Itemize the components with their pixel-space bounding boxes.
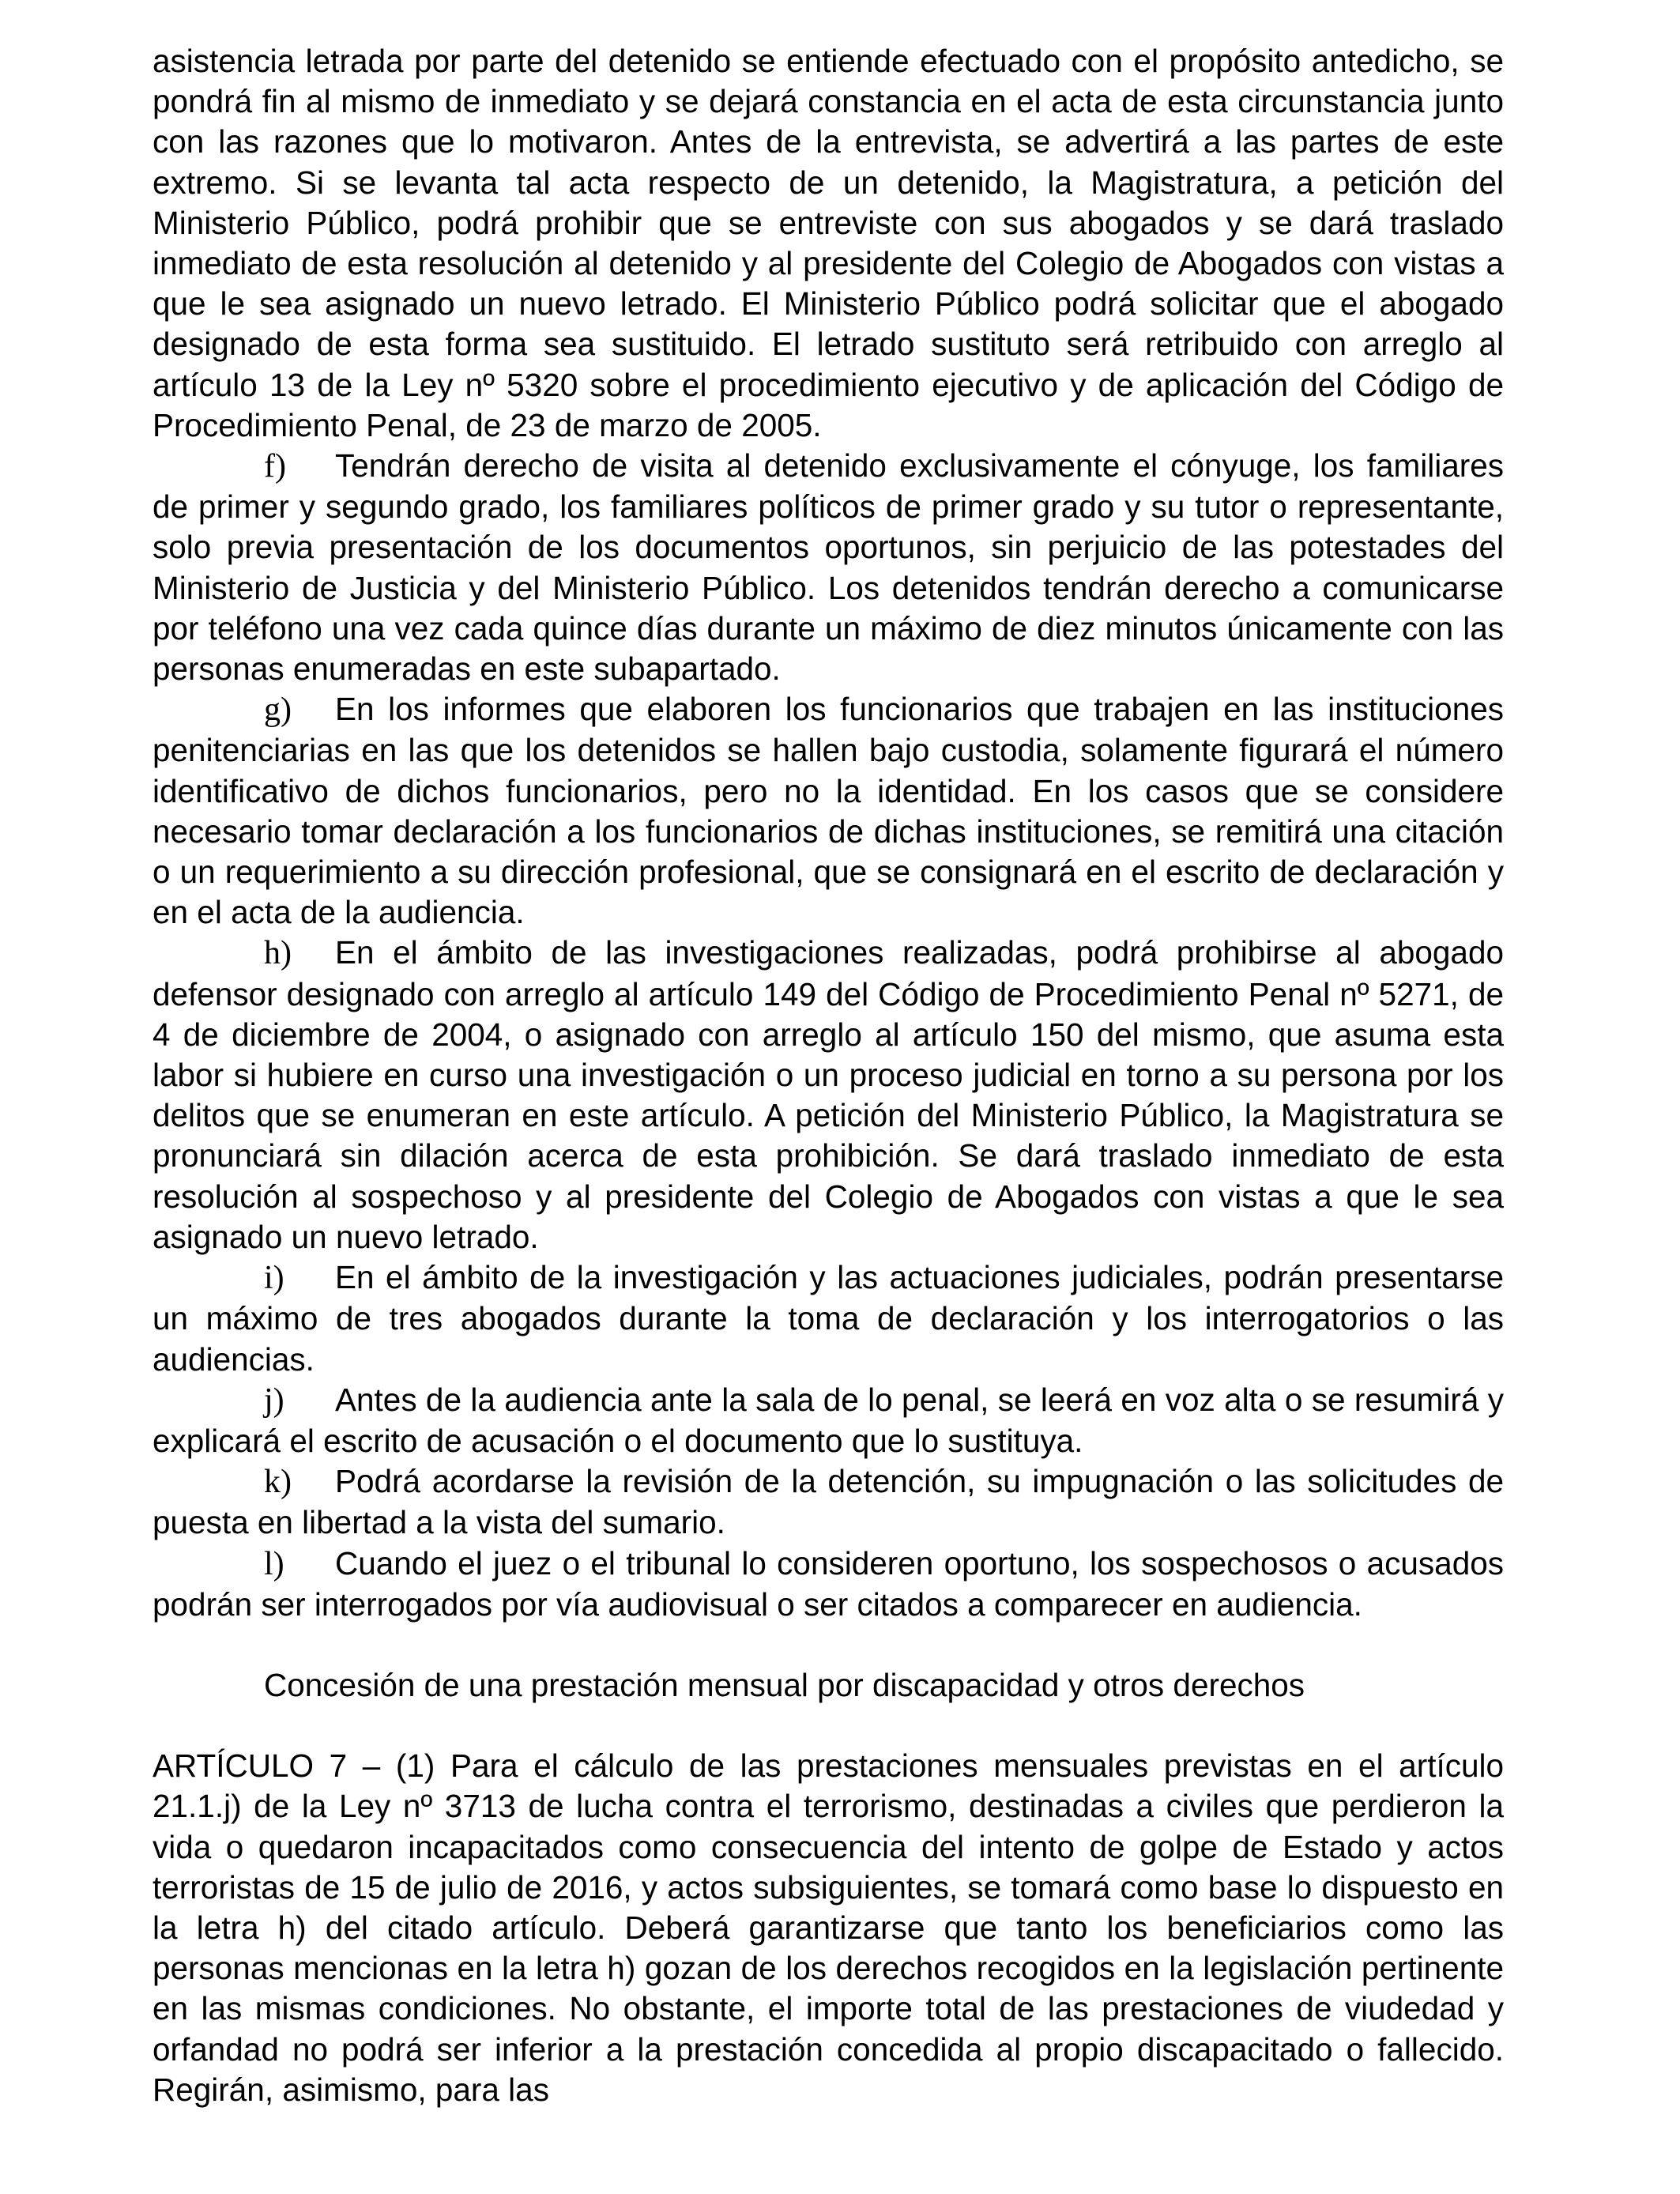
intro-paragraph: asistencia letrada por parte del detenido se entiende efectuado con el propósito antedicho, se pondrá fin al mismo de inmediato y se dejará constancia en el acta de esta circunstancia junto con las razones que lo motivaron. Antes de la entrevista, se advertirá a las partes de este extremo. Si se levanta tal acta respecto de un detenido, la Magistratura, a petición del Ministerio Público, podrá prohibir que se entreviste con sus abogados y se dará traslado inmediato de esta resolución al detenido y al presidente del Colegio de Abogados con vistas a que le sea asignado un nuevo letrado. El Ministerio Público podrá solicitar que el abogado designado de esta forma sea sustituido. El letrado sustituto será retribuido con arreglo al artículo 13 de la Ley nº 5320 sobre el procedimiento ejecutivo y de aplicación del Código de Procedimiento Penal, de 23 de marzo de 2005.	[153, 43, 1504, 443]
list-item-h	[153, 933, 1504, 1257]
item-text: Antes de la audiencia ante la sala de lo penal, se leerá en voz alta o se resumirá y explicará el escrito de acusación o el documento que lo sustituya.	[153, 1381, 1504, 1459]
list-item-k	[153, 1461, 1504, 1543]
list-item-i	[153, 1257, 1504, 1380]
item-marker: j)	[264, 1382, 284, 1419]
item-text: Podrá acordarse la revisión de la detención, su impugnación o las solicitudes de puesta en libertad a la vista del sumario.	[153, 1463, 1504, 1541]
document-page	[153, 41, 1504, 2110]
item-marker: l)	[264, 1545, 284, 1582]
list-item-g	[153, 689, 1504, 933]
item-text: Tendrán derecho de visita al detenido exclusivamente el cónyuge, los familiares de primer y segundo grado, los familiares políticos de primer grado y su tutor o representante, solo previa presentación de los documentos oportunos, sin perjuicio de las potestades del Ministerio de Justicia y del Ministerio Público. Los detenidos tendrán derecho a comunicarse por teléfono una vez cada quince días durante un máximo de diez minutos únicamente con las personas enumeradas en este subapartado.	[153, 447, 1504, 688]
item-marker: i)	[264, 1260, 284, 1297]
list-item-f	[153, 446, 1504, 689]
list-item-j	[153, 1380, 1504, 1461]
article-paragraph: ARTÍCULO 7 – (1) Para el cálculo de las prestaciones mensuales previstas en el artículo 21.1.j) de la Ley nº 3713 de lucha contra el terrorismo, destinadas a civiles que perdieron la vida o quedaron incapacitados como consecuencia del intento de golpe de Estado y actos terroristas de 15 de julio de 2016, y actos subsiguientes, se tomará como base lo dispuesto en la letra h) del citado artículo. Deberá garantizarse que tanto los beneficiarios como las personas mencionas en la letra h) gozan de los derechos recogidos en la legislación pertinente en las mismas condiciones. No obstante, el importe total de las prestaciones de viudedad y orfandad no podrá ser inferior a la prestación concedida al propio discapacitado o fallecido. Regirán, asimismo, para las	[153, 1747, 1504, 2108]
item-text: En los informes que elaboren los funcionarios que trabajen en las instituciones penitenciarias en las que los detenidos se hallen bajo custodia, solamente figurará el número identificativo de dichos funcionarios, pero no la identidad. En los casos que se considere necesario tomar declaración a los funcionarios de dichas instituciones, se remitirá una citación o un requerimiento a su dirección profesional, que se consignará en el escrito de declaración y en el acta de la audiencia.	[153, 691, 1504, 931]
item-marker: f)	[264, 448, 286, 485]
item-text: En el ámbito de las investigaciones realizadas, podrá prohibirse al abogado defensor designado con arreglo al artículo 149 del Código de Procedimiento Penal nº 5271, de 4 de diciembre de 2004, o asignado con arreglo al artículo 150 del mismo, que asuma esta labor si hubiere en curso una investigación o un proceso judicial en torno a su persona por los delitos que se enumeran en este artículo. A petición del Ministerio Público, la Magistratura se pronunciará sin dilación acerca de esta prohibición. Se dará traslado inmediato de esta resolución al sospechoso y al presidente del Colegio de Abogados con vistas a que le sea asignado un nuevo letrado.	[153, 934, 1504, 1255]
section-heading: Concesión de una prestación mensual por discapacidad y otros derechos	[264, 1666, 1305, 1703]
item-marker: k)	[264, 1464, 292, 1501]
item-marker: g)	[264, 692, 292, 729]
item-text: Cuando el juez o el tribunal lo consideren oportuno, los sospechosos o acusados podrán ser interrogados por vía audiovisual o ser citados a comparecer en audiencia.	[153, 1544, 1504, 1623]
item-marker: h)	[264, 935, 292, 972]
list-item-l	[153, 1544, 1504, 1625]
item-text: En el ámbito de la investigación y las actuaciones judiciales, podrán presentarse un máximo de tres abogados durante la toma de declaración y los interrogatorios o las audiencias.	[153, 1259, 1504, 1378]
